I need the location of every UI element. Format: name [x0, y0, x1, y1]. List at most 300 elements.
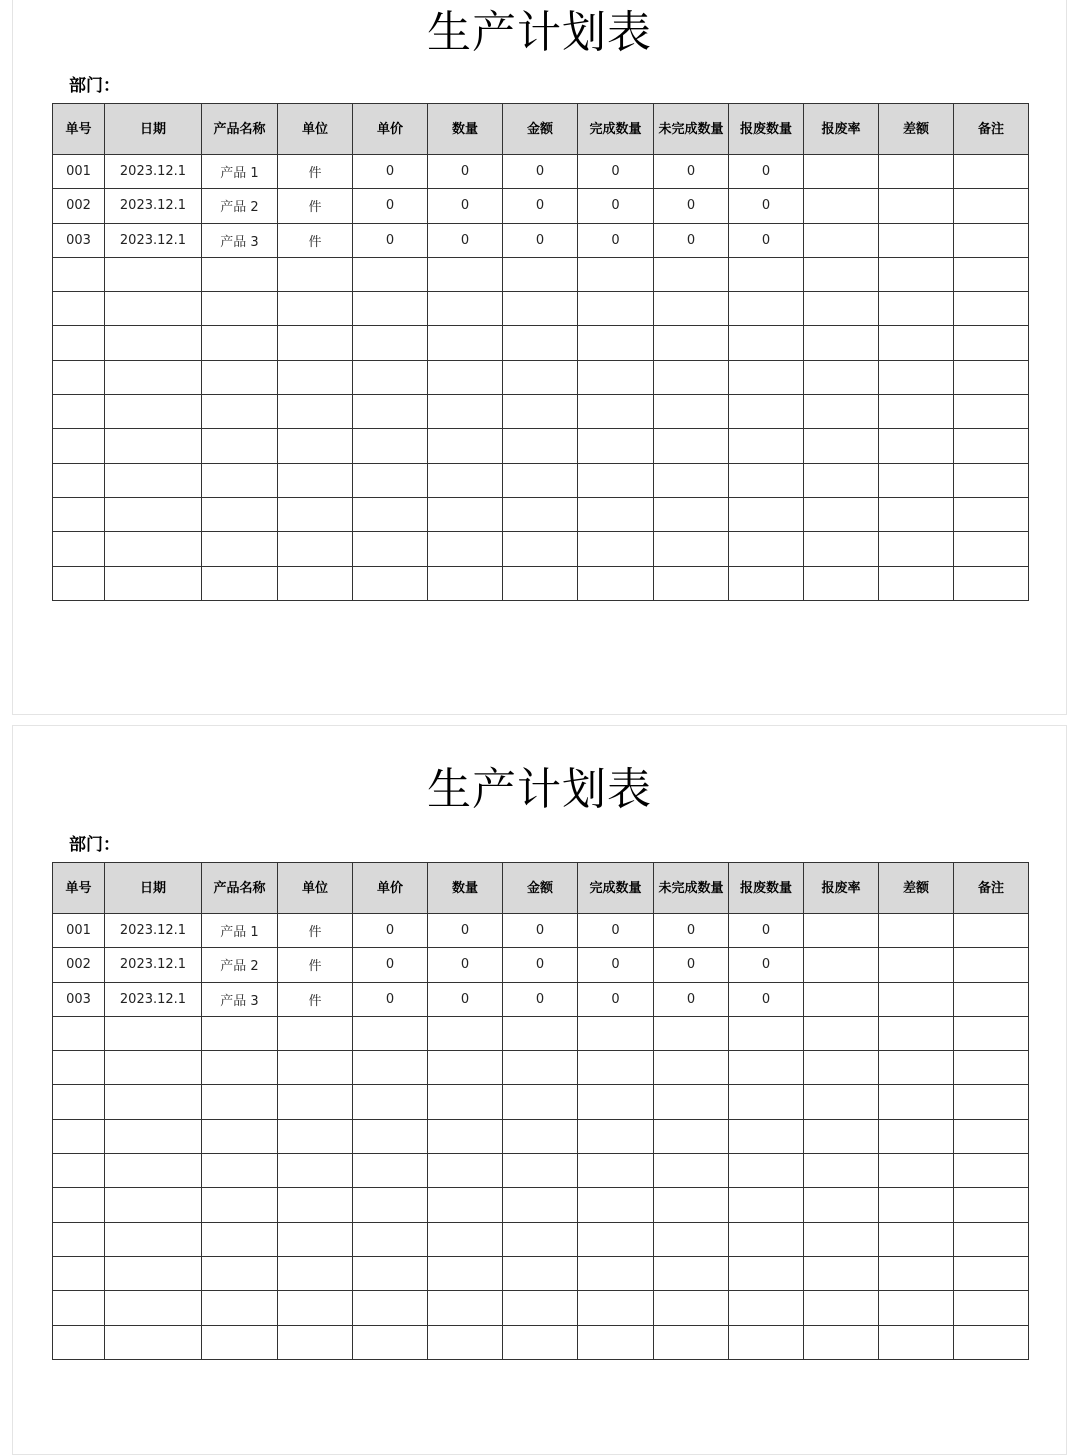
empty-cell[interactable]	[105, 1325, 202, 1359]
table-cell[interactable]	[879, 223, 954, 257]
empty-cell[interactable]	[503, 1016, 578, 1050]
empty-cell[interactable]	[105, 497, 202, 531]
empty-cell[interactable]	[879, 1291, 954, 1325]
empty-cell[interactable]	[428, 257, 503, 291]
empty-cell[interactable]	[729, 326, 804, 360]
empty-cell[interactable]	[105, 1188, 202, 1222]
empty-cell[interactable]	[428, 326, 503, 360]
empty-cell[interactable]	[729, 566, 804, 600]
empty-cell[interactable]	[578, 395, 654, 429]
empty-cell[interactable]	[503, 292, 578, 326]
table-cell[interactable]: 0	[654, 223, 729, 257]
empty-cell[interactable]	[804, 1051, 879, 1085]
table-cell[interactable]: 2023.12.1	[105, 948, 202, 982]
table-cell[interactable]: 0	[353, 223, 428, 257]
empty-cell[interactable]	[503, 395, 578, 429]
empty-cell[interactable]	[202, 1051, 278, 1085]
empty-cell[interactable]	[879, 326, 954, 360]
empty-cell[interactable]	[879, 463, 954, 497]
empty-cell[interactable]	[428, 1016, 503, 1050]
table-cell[interactable]: 0	[654, 155, 729, 189]
empty-cell[interactable]	[202, 326, 278, 360]
empty-cell[interactable]	[202, 395, 278, 429]
empty-cell[interactable]	[804, 1325, 879, 1359]
table-cell[interactable]: 0	[578, 223, 654, 257]
empty-cell[interactable]	[954, 429, 1029, 463]
empty-cell[interactable]	[654, 360, 729, 394]
empty-cell[interactable]	[53, 1291, 105, 1325]
empty-cell[interactable]	[654, 1291, 729, 1325]
empty-cell[interactable]	[202, 1256, 278, 1290]
empty-cell[interactable]	[503, 497, 578, 531]
empty-cell[interactable]	[879, 1085, 954, 1119]
empty-cell[interactable]	[278, 1154, 353, 1188]
empty-cell[interactable]	[53, 1222, 105, 1256]
table-cell[interactable]: 0	[353, 189, 428, 223]
table-cell[interactable]	[879, 948, 954, 982]
table-cell[interactable]: 0	[428, 982, 503, 1016]
empty-cell[interactable]	[53, 257, 105, 291]
table-cell[interactable]	[954, 914, 1029, 948]
empty-cell[interactable]	[804, 395, 879, 429]
empty-cell[interactable]	[353, 1222, 428, 1256]
empty-cell[interactable]	[879, 292, 954, 326]
empty-cell[interactable]	[278, 1325, 353, 1359]
table-cell[interactable]	[879, 189, 954, 223]
empty-cell[interactable]	[879, 497, 954, 531]
empty-cell[interactable]	[428, 395, 503, 429]
empty-cell[interactable]	[503, 1119, 578, 1153]
empty-cell[interactable]	[654, 566, 729, 600]
empty-cell[interactable]	[804, 1154, 879, 1188]
empty-cell[interactable]	[202, 1325, 278, 1359]
table-cell[interactable]	[804, 189, 879, 223]
empty-cell[interactable]	[53, 429, 105, 463]
empty-cell[interactable]	[353, 1085, 428, 1119]
empty-cell[interactable]	[954, 463, 1029, 497]
empty-cell[interactable]	[578, 326, 654, 360]
empty-cell[interactable]	[353, 1051, 428, 1085]
empty-cell[interactable]	[353, 1291, 428, 1325]
empty-cell[interactable]	[428, 463, 503, 497]
table-cell[interactable]: 2023.12.1	[105, 914, 202, 948]
empty-cell[interactable]	[578, 1188, 654, 1222]
empty-cell[interactable]	[654, 532, 729, 566]
table-cell[interactable]: 0	[503, 948, 578, 982]
empty-cell[interactable]	[353, 292, 428, 326]
empty-cell[interactable]	[503, 566, 578, 600]
table-cell[interactable]: 0	[729, 982, 804, 1016]
empty-cell[interactable]	[53, 1051, 105, 1085]
empty-cell[interactable]	[353, 532, 428, 566]
empty-cell[interactable]	[954, 1016, 1029, 1050]
empty-cell[interactable]	[804, 1256, 879, 1290]
empty-cell[interactable]	[278, 1188, 353, 1222]
table-cell[interactable]: 0	[729, 948, 804, 982]
empty-cell[interactable]	[654, 1222, 729, 1256]
empty-cell[interactable]	[729, 360, 804, 394]
empty-cell[interactable]	[202, 1188, 278, 1222]
empty-cell[interactable]	[503, 1051, 578, 1085]
empty-cell[interactable]	[105, 566, 202, 600]
empty-cell[interactable]	[202, 429, 278, 463]
empty-cell[interactable]	[729, 257, 804, 291]
table-cell[interactable]	[954, 155, 1029, 189]
empty-cell[interactable]	[278, 1222, 353, 1256]
table-cell[interactable]	[954, 982, 1029, 1016]
table-cell[interactable]: 产品 1	[202, 155, 278, 189]
empty-cell[interactable]	[879, 257, 954, 291]
table-cell[interactable]	[879, 914, 954, 948]
empty-cell[interactable]	[578, 1291, 654, 1325]
table-cell[interactable]: 件	[278, 155, 353, 189]
empty-cell[interactable]	[879, 532, 954, 566]
empty-cell[interactable]	[105, 1291, 202, 1325]
empty-cell[interactable]	[105, 360, 202, 394]
table-cell[interactable]: 0	[729, 914, 804, 948]
empty-cell[interactable]	[202, 497, 278, 531]
empty-cell[interactable]	[278, 292, 353, 326]
table-cell[interactable]: 产品 1	[202, 914, 278, 948]
empty-cell[interactable]	[353, 326, 428, 360]
empty-cell[interactable]	[503, 1154, 578, 1188]
empty-cell[interactable]	[654, 1154, 729, 1188]
empty-cell[interactable]	[804, 1119, 879, 1153]
empty-cell[interactable]	[729, 1222, 804, 1256]
empty-cell[interactable]	[503, 429, 578, 463]
empty-cell[interactable]	[353, 1016, 428, 1050]
empty-cell[interactable]	[879, 1119, 954, 1153]
empty-cell[interactable]	[278, 497, 353, 531]
empty-cell[interactable]	[954, 566, 1029, 600]
empty-cell[interactable]	[879, 1188, 954, 1222]
table-cell[interactable]: 2023.12.1	[105, 155, 202, 189]
table-cell[interactable]	[879, 155, 954, 189]
empty-cell[interactable]	[879, 1222, 954, 1256]
empty-cell[interactable]	[353, 463, 428, 497]
empty-cell[interactable]	[578, 1051, 654, 1085]
empty-cell[interactable]	[578, 1222, 654, 1256]
empty-cell[interactable]	[353, 257, 428, 291]
empty-cell[interactable]	[954, 326, 1029, 360]
empty-cell[interactable]	[53, 292, 105, 326]
empty-cell[interactable]	[353, 1325, 428, 1359]
empty-cell[interactable]	[578, 360, 654, 394]
empty-cell[interactable]	[954, 1051, 1029, 1085]
empty-cell[interactable]	[202, 1154, 278, 1188]
empty-cell[interactable]	[428, 1291, 503, 1325]
table-cell[interactable]: 2023.12.1	[105, 982, 202, 1016]
empty-cell[interactable]	[804, 429, 879, 463]
empty-cell[interactable]	[105, 257, 202, 291]
empty-cell[interactable]	[202, 532, 278, 566]
empty-cell[interactable]	[105, 1016, 202, 1050]
empty-cell[interactable]	[729, 1256, 804, 1290]
empty-cell[interactable]	[654, 1051, 729, 1085]
empty-cell[interactable]	[578, 566, 654, 600]
table-cell[interactable]: 0	[654, 914, 729, 948]
table-cell[interactable]: 0	[503, 223, 578, 257]
empty-cell[interactable]	[879, 566, 954, 600]
empty-cell[interactable]	[353, 1119, 428, 1153]
empty-cell[interactable]	[105, 395, 202, 429]
empty-cell[interactable]	[353, 395, 428, 429]
empty-cell[interactable]	[804, 497, 879, 531]
table-cell[interactable]: 0	[654, 982, 729, 1016]
empty-cell[interactable]	[879, 1154, 954, 1188]
empty-cell[interactable]	[879, 395, 954, 429]
table-cell[interactable]: 0	[729, 155, 804, 189]
empty-cell[interactable]	[729, 1188, 804, 1222]
empty-cell[interactable]	[353, 1154, 428, 1188]
table-cell[interactable]: 0	[428, 914, 503, 948]
empty-cell[interactable]	[804, 326, 879, 360]
empty-cell[interactable]	[202, 566, 278, 600]
empty-cell[interactable]	[202, 1291, 278, 1325]
empty-cell[interactable]	[202, 1222, 278, 1256]
empty-cell[interactable]	[578, 463, 654, 497]
empty-cell[interactable]	[353, 1188, 428, 1222]
table-cell[interactable]: 件	[278, 223, 353, 257]
empty-cell[interactable]	[654, 326, 729, 360]
empty-cell[interactable]	[954, 497, 1029, 531]
empty-cell[interactable]	[578, 257, 654, 291]
empty-cell[interactable]	[105, 429, 202, 463]
empty-cell[interactable]	[578, 532, 654, 566]
table-cell[interactable]: 件	[278, 914, 353, 948]
empty-cell[interactable]	[879, 360, 954, 394]
empty-cell[interactable]	[353, 1256, 428, 1290]
empty-cell[interactable]	[654, 1016, 729, 1050]
empty-cell[interactable]	[278, 395, 353, 429]
empty-cell[interactable]	[105, 326, 202, 360]
empty-cell[interactable]	[654, 497, 729, 531]
table-cell[interactable]: 0	[729, 189, 804, 223]
empty-cell[interactable]	[53, 1188, 105, 1222]
empty-cell[interactable]	[278, 532, 353, 566]
empty-cell[interactable]	[53, 1256, 105, 1290]
empty-cell[interactable]	[428, 1222, 503, 1256]
table-cell[interactable]: 001	[53, 914, 105, 948]
empty-cell[interactable]	[654, 1085, 729, 1119]
empty-cell[interactable]	[105, 1051, 202, 1085]
table-cell[interactable]: 003	[53, 223, 105, 257]
table-cell[interactable]: 0	[503, 982, 578, 1016]
empty-cell[interactable]	[353, 497, 428, 531]
empty-cell[interactable]	[53, 360, 105, 394]
empty-cell[interactable]	[578, 1016, 654, 1050]
empty-cell[interactable]	[105, 532, 202, 566]
table-cell[interactable]	[804, 155, 879, 189]
empty-cell[interactable]	[278, 1085, 353, 1119]
empty-cell[interactable]	[804, 292, 879, 326]
empty-cell[interactable]	[654, 429, 729, 463]
empty-cell[interactable]	[278, 326, 353, 360]
table-cell[interactable]: 2023.12.1	[105, 223, 202, 257]
empty-cell[interactable]	[954, 360, 1029, 394]
empty-cell[interactable]	[278, 429, 353, 463]
table-cell[interactable]	[954, 189, 1029, 223]
empty-cell[interactable]	[954, 1154, 1029, 1188]
empty-cell[interactable]	[278, 463, 353, 497]
empty-cell[interactable]	[804, 566, 879, 600]
empty-cell[interactable]	[428, 1085, 503, 1119]
empty-cell[interactable]	[578, 429, 654, 463]
empty-cell[interactable]	[202, 1119, 278, 1153]
table-cell[interactable]: 产品 2	[202, 948, 278, 982]
empty-cell[interactable]	[503, 1188, 578, 1222]
table-cell[interactable]: 件	[278, 189, 353, 223]
empty-cell[interactable]	[654, 1256, 729, 1290]
empty-cell[interactable]	[202, 463, 278, 497]
empty-cell[interactable]	[278, 1016, 353, 1050]
empty-cell[interactable]	[879, 1016, 954, 1050]
empty-cell[interactable]	[804, 360, 879, 394]
table-cell[interactable]: 产品 3	[202, 982, 278, 1016]
empty-cell[interactable]	[729, 292, 804, 326]
empty-cell[interactable]	[503, 1256, 578, 1290]
table-cell[interactable]	[954, 948, 1029, 982]
empty-cell[interactable]	[954, 1291, 1029, 1325]
empty-cell[interactable]	[503, 532, 578, 566]
empty-cell[interactable]	[654, 1325, 729, 1359]
empty-cell[interactable]	[654, 1188, 729, 1222]
empty-cell[interactable]	[954, 532, 1029, 566]
empty-cell[interactable]	[729, 1051, 804, 1085]
empty-cell[interactable]	[428, 497, 503, 531]
empty-cell[interactable]	[654, 1119, 729, 1153]
table-cell[interactable]: 001	[53, 155, 105, 189]
empty-cell[interactable]	[654, 395, 729, 429]
empty-cell[interactable]	[729, 1154, 804, 1188]
empty-cell[interactable]	[53, 532, 105, 566]
empty-cell[interactable]	[353, 429, 428, 463]
table-cell[interactable]: 0	[428, 155, 503, 189]
empty-cell[interactable]	[503, 326, 578, 360]
table-cell[interactable]: 002	[53, 189, 105, 223]
table-cell[interactable]: 0	[353, 914, 428, 948]
empty-cell[interactable]	[503, 1222, 578, 1256]
empty-cell[interactable]	[729, 1085, 804, 1119]
empty-cell[interactable]	[278, 1051, 353, 1085]
table-cell[interactable]: 2023.12.1	[105, 189, 202, 223]
empty-cell[interactable]	[202, 1085, 278, 1119]
table-cell[interactable]: 0	[654, 948, 729, 982]
empty-cell[interactable]	[503, 463, 578, 497]
empty-cell[interactable]	[503, 360, 578, 394]
empty-cell[interactable]	[278, 1256, 353, 1290]
empty-cell[interactable]	[729, 395, 804, 429]
empty-cell[interactable]	[503, 257, 578, 291]
empty-cell[interactable]	[428, 1188, 503, 1222]
table-cell[interactable]	[804, 914, 879, 948]
empty-cell[interactable]	[578, 1256, 654, 1290]
table-cell[interactable]: 0	[503, 914, 578, 948]
empty-cell[interactable]	[729, 1119, 804, 1153]
empty-cell[interactable]	[804, 257, 879, 291]
empty-cell[interactable]	[105, 463, 202, 497]
table-cell[interactable]	[804, 948, 879, 982]
empty-cell[interactable]	[428, 1051, 503, 1085]
table-cell[interactable]: 0	[428, 948, 503, 982]
empty-cell[interactable]	[578, 1119, 654, 1153]
empty-cell[interactable]	[578, 292, 654, 326]
table-cell[interactable]: 0	[578, 155, 654, 189]
table-cell[interactable]	[879, 982, 954, 1016]
empty-cell[interactable]	[53, 326, 105, 360]
empty-cell[interactable]	[278, 566, 353, 600]
empty-cell[interactable]	[53, 566, 105, 600]
empty-cell[interactable]	[105, 1085, 202, 1119]
empty-cell[interactable]	[503, 1291, 578, 1325]
empty-cell[interactable]	[53, 1016, 105, 1050]
table-cell[interactable]: 0	[503, 189, 578, 223]
empty-cell[interactable]	[804, 1222, 879, 1256]
empty-cell[interactable]	[578, 1154, 654, 1188]
empty-cell[interactable]	[954, 395, 1029, 429]
empty-cell[interactable]	[729, 1016, 804, 1050]
empty-cell[interactable]	[428, 1154, 503, 1188]
empty-cell[interactable]	[53, 1085, 105, 1119]
empty-cell[interactable]	[105, 1222, 202, 1256]
empty-cell[interactable]	[53, 1325, 105, 1359]
empty-cell[interactable]	[879, 1325, 954, 1359]
table-cell[interactable]: 003	[53, 982, 105, 1016]
empty-cell[interactable]	[804, 532, 879, 566]
empty-cell[interactable]	[53, 395, 105, 429]
table-cell[interactable]: 产品 2	[202, 189, 278, 223]
empty-cell[interactable]	[503, 1325, 578, 1359]
empty-cell[interactable]	[202, 257, 278, 291]
table-cell[interactable]: 0	[578, 914, 654, 948]
table-cell[interactable]: 件	[278, 948, 353, 982]
table-cell[interactable]	[804, 982, 879, 1016]
table-cell[interactable]: 0	[503, 155, 578, 189]
empty-cell[interactable]	[654, 463, 729, 497]
empty-cell[interactable]	[53, 463, 105, 497]
empty-cell[interactable]	[202, 1016, 278, 1050]
empty-cell[interactable]	[105, 292, 202, 326]
empty-cell[interactable]	[278, 1291, 353, 1325]
table-cell[interactable]: 0	[353, 982, 428, 1016]
table-cell[interactable]: 0	[578, 189, 654, 223]
empty-cell[interactable]	[428, 532, 503, 566]
empty-cell[interactable]	[879, 429, 954, 463]
empty-cell[interactable]	[202, 360, 278, 394]
empty-cell[interactable]	[879, 1256, 954, 1290]
empty-cell[interactable]	[428, 566, 503, 600]
table-cell[interactable]: 0	[353, 948, 428, 982]
table-cell[interactable]: 0	[578, 982, 654, 1016]
empty-cell[interactable]	[278, 257, 353, 291]
empty-cell[interactable]	[804, 1085, 879, 1119]
empty-cell[interactable]	[105, 1256, 202, 1290]
empty-cell[interactable]	[278, 360, 353, 394]
empty-cell[interactable]	[428, 360, 503, 394]
empty-cell[interactable]	[954, 1256, 1029, 1290]
empty-cell[interactable]	[879, 1051, 954, 1085]
empty-cell[interactable]	[729, 532, 804, 566]
empty-cell[interactable]	[804, 1291, 879, 1325]
empty-cell[interactable]	[954, 1188, 1029, 1222]
empty-cell[interactable]	[578, 497, 654, 531]
empty-cell[interactable]	[804, 463, 879, 497]
empty-cell[interactable]	[954, 1325, 1029, 1359]
empty-cell[interactable]	[804, 1016, 879, 1050]
table-cell[interactable]: 0	[428, 223, 503, 257]
empty-cell[interactable]	[428, 1119, 503, 1153]
empty-cell[interactable]	[578, 1085, 654, 1119]
